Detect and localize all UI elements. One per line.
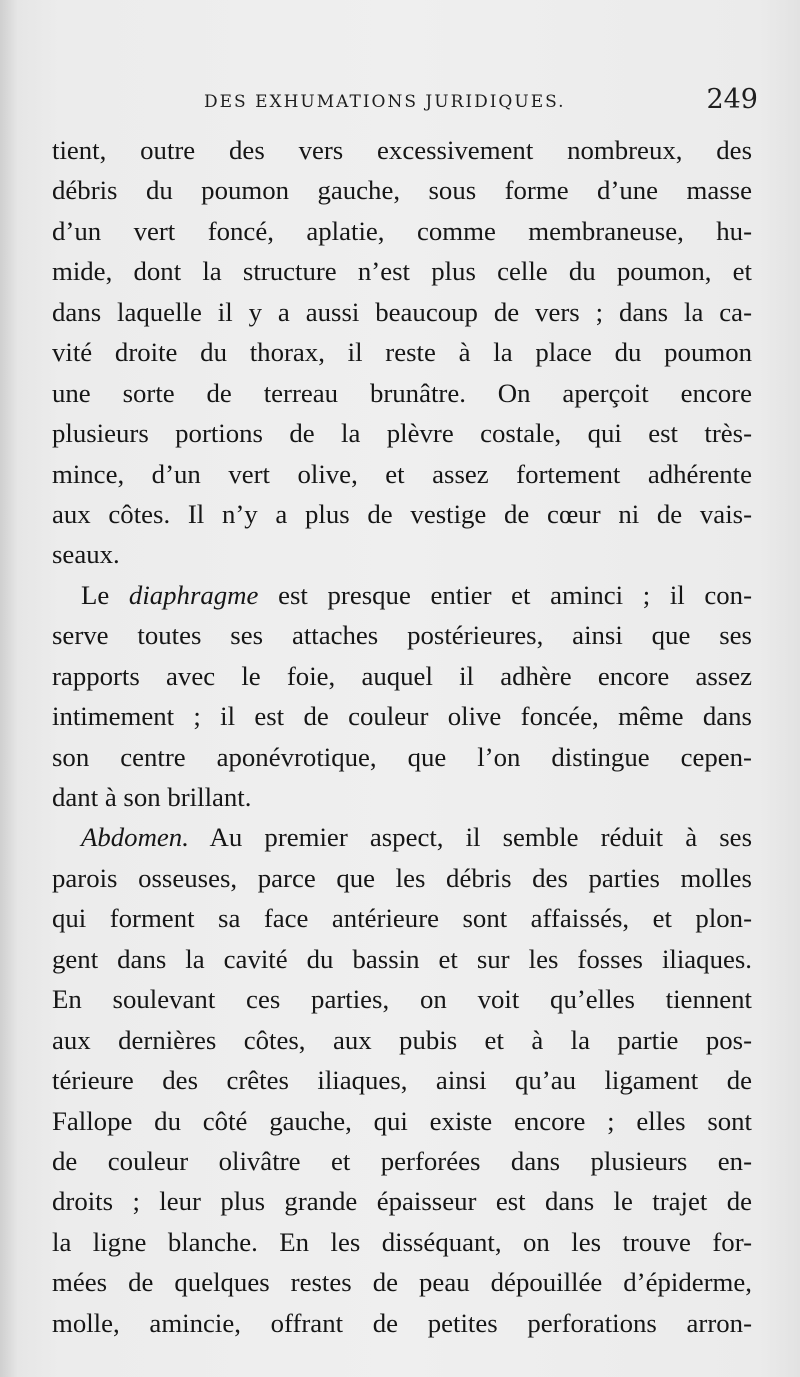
text-run: est presque entier et aminci ; il con- [258, 579, 752, 610]
text-line: tient, outre des vers excessivement nombreux, des [52, 135, 752, 165]
text-line: son centre aponévrotique, que l’on distingue cepen- [52, 741, 752, 772]
italic-term: diaphragme [128, 579, 259, 610]
text-line: de couleur olivâtre et perforées dans plusieurs en- [52, 1145, 752, 1176]
text-line: une sorte de terreau brunâtre. On aperçoit encore [52, 377, 752, 408]
text-line: d’un vert foncé, aplatie, comme membraneuse, hu- [52, 215, 752, 246]
text-line: plusieurs portions de la plèvre costale, qui est très- [52, 418, 752, 449]
text-line: aux côtes. Il n’y a plus de vestige de cœur ni de vais- [52, 498, 752, 529]
text-line: dant à son brillant. [52, 782, 252, 812]
text-line: En soulevant ces parties, on voit qu’elles tiennent [52, 984, 752, 1015]
text-line: la ligne blanche. En les disséquant, on les trouve for- [52, 1226, 752, 1257]
text-line: aux dernières côtes, aux pubis et à la partie pos- [52, 1024, 752, 1055]
page-number: 249 [706, 84, 758, 115]
text-line: parois osseuses, parce que les débris des parties molles [52, 862, 752, 893]
text-line: mées de quelques restes de peau dépouillée d’épiderme, [52, 1267, 752, 1298]
body-text [52, 130, 752, 1343]
text-line: mide, dont la structure n’est plus celle du poumon, et [52, 256, 752, 287]
text-line: molle, amincie, offrant de petites perforations arron- [52, 1307, 752, 1338]
paragraph-first-line [52, 817, 752, 857]
text-line: débris du poumon gauche, sous forme d’une masse [52, 175, 752, 206]
running-head: DES EXHUMATIONS JURIDIQUES. [204, 92, 566, 112]
text-line: intimement ; il est de couleur olive foncée, même dans [52, 701, 752, 732]
text-line: seaux. [52, 539, 120, 570]
text-line: Fallope du côté gauche, qui existe encore ; elles sont [52, 1105, 752, 1136]
text-run: Le [81, 579, 129, 610]
text-line: mince, d’un vert olive, et assez fortement adhérente [52, 458, 752, 489]
text-run: Au premier aspect, il semble réduit à ses [188, 822, 752, 853]
text-line: gent dans la cavité du bassin et sur les fosses iliaques. [52, 943, 752, 974]
text-line: rapports avec le foie, auquel il adhère encore assez [52, 660, 752, 691]
page-header [52, 84, 760, 124]
text-line: droits ; leur plus grande épaisseur est dans le trajet de [52, 1186, 752, 1217]
italic-term: Abdomen. [81, 822, 189, 853]
paragraph-first-line [52, 575, 752, 615]
text-line: vité droite du thorax, il reste à la place du poumon [52, 337, 752, 368]
text-line: qui forment sa face antérieure sont affaissés, et plon- [52, 903, 752, 934]
text-line: serve toutes ses attaches postérieures, ainsi que ses [52, 620, 752, 651]
text-line: térieure des crêtes iliaques, ainsi qu’au ligament de [52, 1065, 752, 1096]
text-line: dans laquelle il y a aussi beaucoup de vers ; dans la ca- [52, 296, 752, 327]
